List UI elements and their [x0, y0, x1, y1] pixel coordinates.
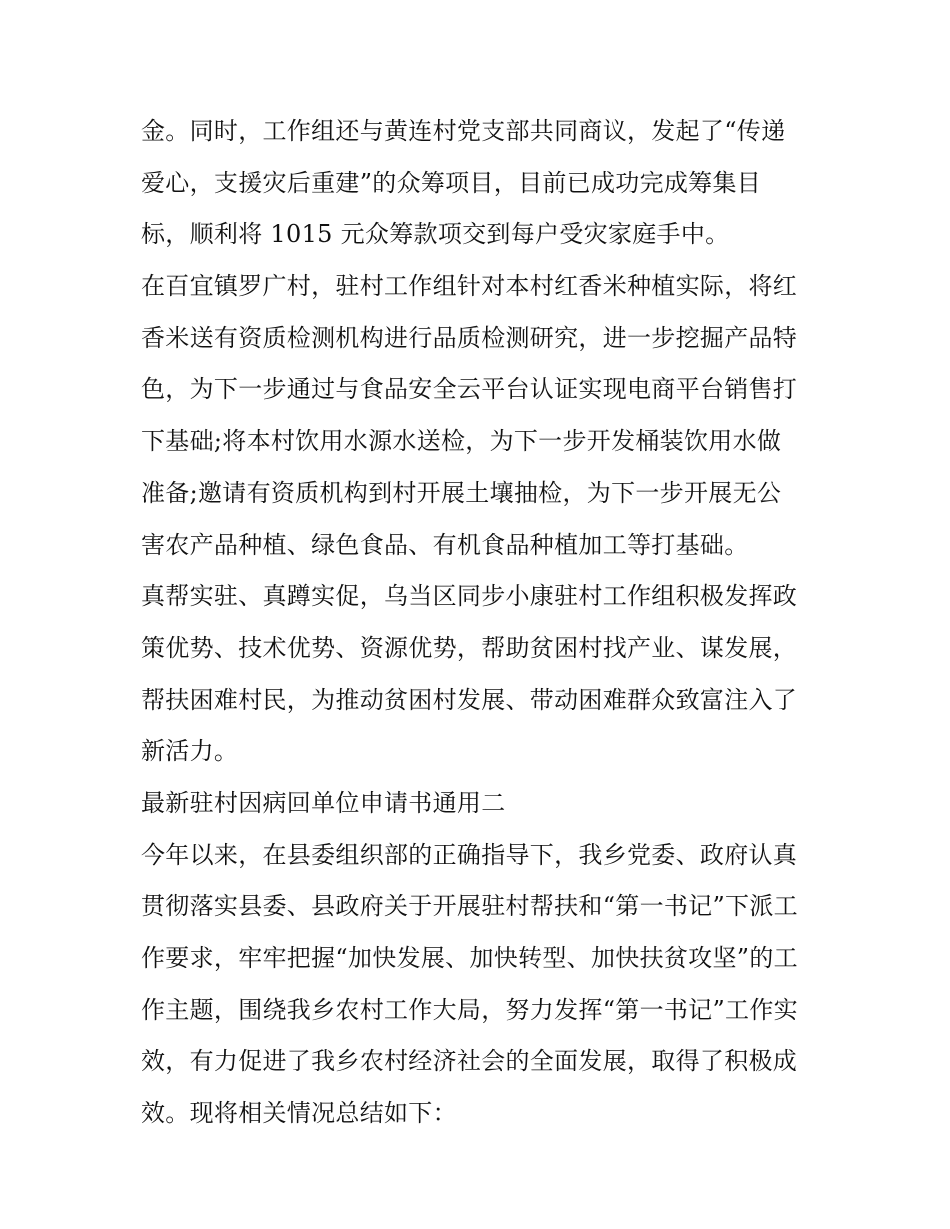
text-line: 爱心，支援灾后重建”的众筹项目，目前已成功完成筹集目 [141, 168, 762, 197]
text-line: 准备;邀请有资质机构到村开展土壤抽检，为下一步开展无公 [141, 478, 782, 507]
text-line: 香米送有资质检测机构进行品质检测研究，进一步挖掘产品特 [141, 323, 798, 352]
text-line: 金。同时，工作组还与黄连村党支部共同商议，发起了“传递 [141, 117, 786, 145]
text-line: 下基础;将本村饮用水源水送检，为下一步开发桶装饮用水做 [141, 427, 782, 456]
text-line: 在百宜镇罗广村，驻村工作组针对本村红香米种植实际，将红 [141, 272, 798, 301]
text-line: 色，为下一步通过与食品安全云平台认证实现电商平台销售打 [141, 375, 798, 404]
text-line: 策优势、技术优势、资源优势，帮助贫困村找产业、谋发展， [141, 633, 798, 662]
document-body [141, 106, 816, 1140]
text-line: 害农产品种植、绿色食品、有机食品种植加工等打基础。 [141, 530, 749, 559]
text-line: 新活力。 [141, 737, 239, 766]
section-heading: 最新驻村因病回单位申请书通用二 [141, 788, 506, 817]
text-line: 效，有力促进了我乡农村经济社会的全面发展，取得了积极成 [141, 1047, 798, 1076]
text-line: 真帮实驻、真蹲实促，乌当区同步小康驻村工作组积极发挥政 [141, 582, 798, 611]
text-line: 帮扶困难村民，为推动贫困村发展、带动困难群众致富注入了 [141, 685, 798, 714]
text-line: 作要求，牢牢把握“加快发展、加快转型、加快扶贫攻坚”的工 [141, 944, 798, 972]
text-line: 作主题，围绕我乡农村工作大局，努力发挥“第一书记”工作实 [141, 995, 798, 1024]
text-line: 贯彻落实县委、县政府关于开展驻村帮扶和“第一书记”下派工 [141, 892, 798, 921]
text-line: 今年以来，在县委组织部的正确指导下，我乡党委、政府认真 [141, 840, 798, 869]
text-line: 标，顺利将 1015 元众筹款项交到每户受灾家庭手中。 [141, 220, 730, 249]
text-line: 效。现将相关情况总结如下： [141, 1099, 457, 1128]
